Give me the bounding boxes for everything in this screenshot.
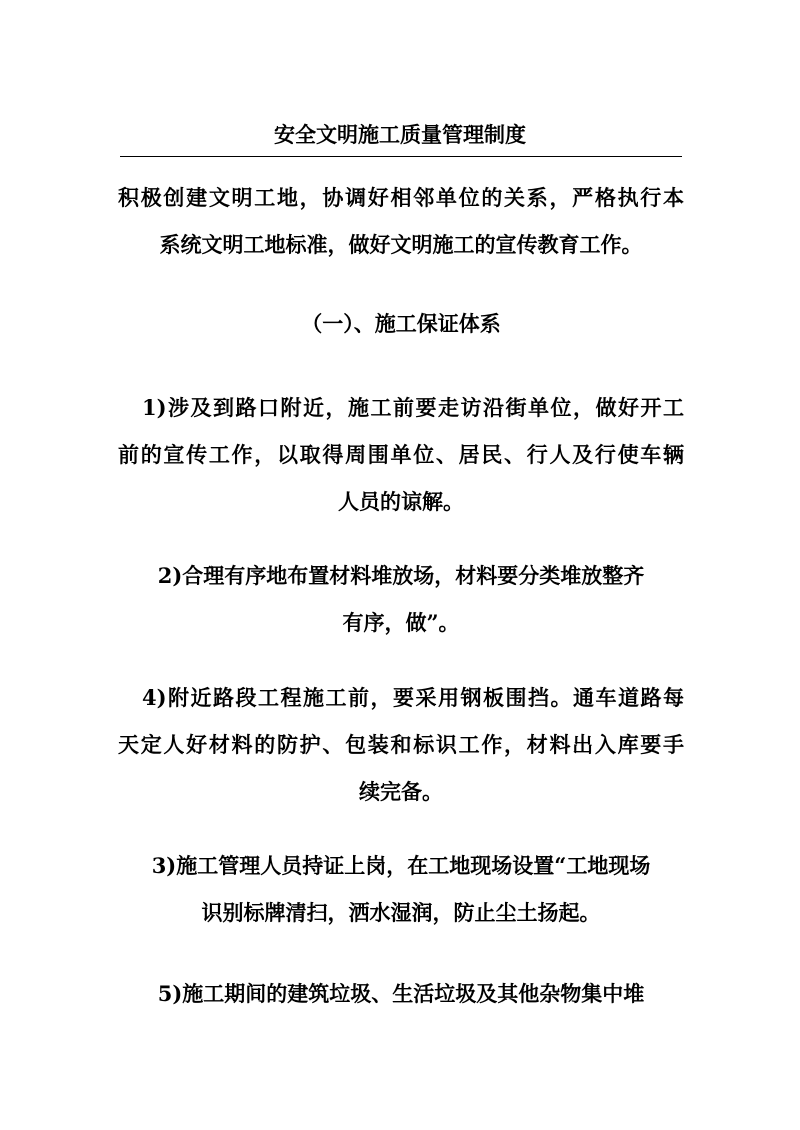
list-item-3 bbox=[118, 674, 684, 815]
list-item-3-line-2: 天定人好材料的防护、包装和标识工作，材料出入库要手 bbox=[118, 732, 684, 757]
intro-line-1: 积极创建文明工地，协调好相邻单位的关系，严格执行本 bbox=[118, 185, 684, 210]
list-item-1 bbox=[118, 384, 684, 525]
list-item-3-line-1: 4)附近路段工程施工前，要采用钢板围挡。通车道路每 bbox=[142, 685, 684, 710]
list-item-1-line-3: 人员的谅解。 bbox=[338, 489, 464, 514]
section-heading bbox=[118, 300, 684, 347]
document-title: 安全文明施工质量管理制度 bbox=[274, 122, 526, 147]
intro-paragraph bbox=[118, 174, 684, 268]
title-underline bbox=[120, 156, 682, 157]
section-heading-text: （一）、施工保证体系 bbox=[301, 311, 501, 336]
intro-line-2: 系统文明工地标准，做好文明施工的宣传教育工作。 bbox=[159, 232, 643, 257]
list-item-4-line-2: 识别标牌清扫，洒水湿润，防止尘土扬起。 bbox=[201, 900, 601, 925]
list-item-2 bbox=[118, 552, 684, 646]
list-item-5-line-1: 5)施工期间的建筑垃圾、生活垃圾及其他杂物集中堆 bbox=[157, 981, 645, 1006]
list-item-1-line-1: 1)涉及到路口附近，施工前要走访沿街单位，做好开工 bbox=[142, 395, 684, 420]
list-item-3-line-3: 续完备。 bbox=[359, 779, 443, 804]
list-item-2-line-2: 有序，做”。 bbox=[342, 610, 460, 635]
list-item-4 bbox=[118, 842, 684, 936]
list-item-1-line-2: 前的宣传工作，以取得周围单位、居民、行人及行使车辆 bbox=[118, 442, 684, 467]
list-item-5 bbox=[118, 970, 684, 1017]
list-item-4-line-1: 3)施工管理人员持证上岗，在工地现场设置“工地现场 bbox=[151, 853, 651, 878]
list-item-2-line-1: 2)合理有序地布置材料堆放场，材料要分类堆放整齐 bbox=[157, 563, 645, 588]
